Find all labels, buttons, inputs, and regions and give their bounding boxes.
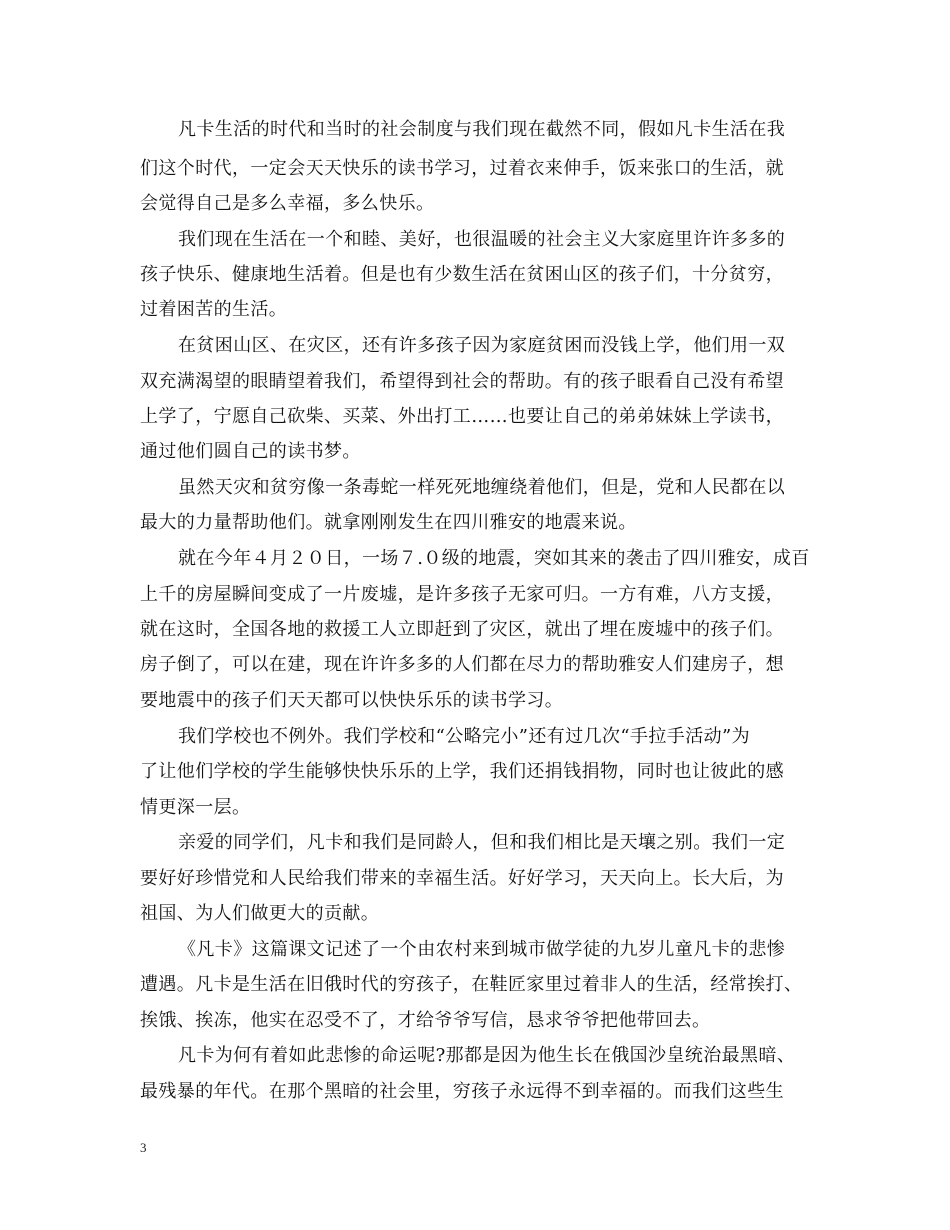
page-number: 3 bbox=[140, 1140, 147, 1155]
text-line: 就在这时，全国各地的救援工人立即赶到了灾区，就出了埋在废墟中的孩子们。 bbox=[140, 619, 784, 640]
text-line: 凡卡生活的时代和当时的社会制度与我们现在截然不同，假如凡卡生活在我 bbox=[178, 119, 786, 140]
text-line: 凡卡为何有着如此悲惨的命运呢?那都是因为他生长在俄国沙皇统治最黑暗、 bbox=[178, 1045, 796, 1066]
text-line: 亲爱的同学们，凡卡和我们是同龄人，但和我们相比是天壤之别。我们一定 bbox=[178, 832, 786, 853]
text-line: 了让他们学校的学生能够快快乐乐的上学，我们还捐钱捐物，同时也让彼此的感 bbox=[140, 761, 784, 782]
text-line: 最残暴的年代。在那个黑暗的社会里，穷孩子永远得不到幸福的。而我们这些生 bbox=[140, 1081, 784, 1102]
text-line: 们这个时代，一定会天天快乐的读书学习，过着衣来伸手，饭来张口的生活，就 bbox=[140, 158, 784, 179]
text-line: 我们现在生活在一个和睦、美好，也很温暖的社会主义大家庭里许许多多的 bbox=[178, 229, 786, 250]
text-line: 双充满渴望的眼睛望着我们，希望得到社会的帮助。有的孩子眼看自己没有希望 bbox=[140, 371, 784, 392]
text-line: 会觉得自己是多么幸福，多么快乐。 bbox=[140, 193, 435, 214]
text-line: 要地震中的孩子们天天都可以快快乐乐的读书学习。 bbox=[140, 690, 564, 711]
text-line: 我们学校也不例外。我们学校和“公略完小”还有过几次“手拉手活动”为 bbox=[178, 726, 751, 747]
text-line: 孩子快乐、健康地生活着。但是也有少数生活在贫困山区的孩子们，十分贫穷， bbox=[140, 264, 784, 285]
text-line: 过着困苦的生活。 bbox=[140, 299, 288, 320]
text-line: 虽然天灾和贫穷像一条毒蛇一样死死地缠绕着他们，但是，党和人民都在以 bbox=[178, 477, 786, 498]
text-line: 房子倒了，可以在建，现在许许多多的人们都在尽力的帮助雅安人们建房子，想 bbox=[140, 654, 784, 675]
text-line: 上千的房屋瞬间变成了一片废墟，是许多孩子无家可归。一方有难，八方支援， bbox=[140, 584, 784, 605]
text-line: 挨饿、挨冻，他实在忍受不了，才给爷爷写信，恳求爷爷把他带回去。 bbox=[140, 1010, 711, 1031]
text-line: 在贫困山区、在灾区，还有许多孩子因为家庭贫困而没钱上学，他们用一双 bbox=[178, 335, 786, 356]
text-line: 情更深一层。 bbox=[140, 797, 251, 818]
text-line: 祖国、为人们做更大的贡献。 bbox=[140, 903, 380, 924]
text-line: 《凡卡》这篇课文记述了一个由农村来到城市做学徒的九岁儿童凡卡的悲惨 bbox=[178, 939, 786, 960]
text-line: 最大的力量帮助他们。就拿刚刚发生在四川雅安的地震来说。 bbox=[140, 512, 637, 533]
text-line: 遭遇。凡卡是生活在旧俄时代的穷孩子，在鞋匠家里过着非人的生活，经常挨打、 bbox=[140, 974, 803, 995]
text-line: 就在今年４月２０日，一场７.０级的地震，突如其来的袭击了四川雅安，成百 bbox=[178, 548, 810, 569]
text-line: 上学了，宁愿自己砍柴、买菜、外出打工……也要让自己的弟弟妹妹上学读书， bbox=[140, 406, 784, 427]
text-line: 通过他们圆自己的读书梦。 bbox=[140, 441, 361, 462]
text-line: 要好好珍惜党和人民给我们带来的幸福生活。好好学习，天天向上。长大后，为 bbox=[140, 868, 784, 889]
